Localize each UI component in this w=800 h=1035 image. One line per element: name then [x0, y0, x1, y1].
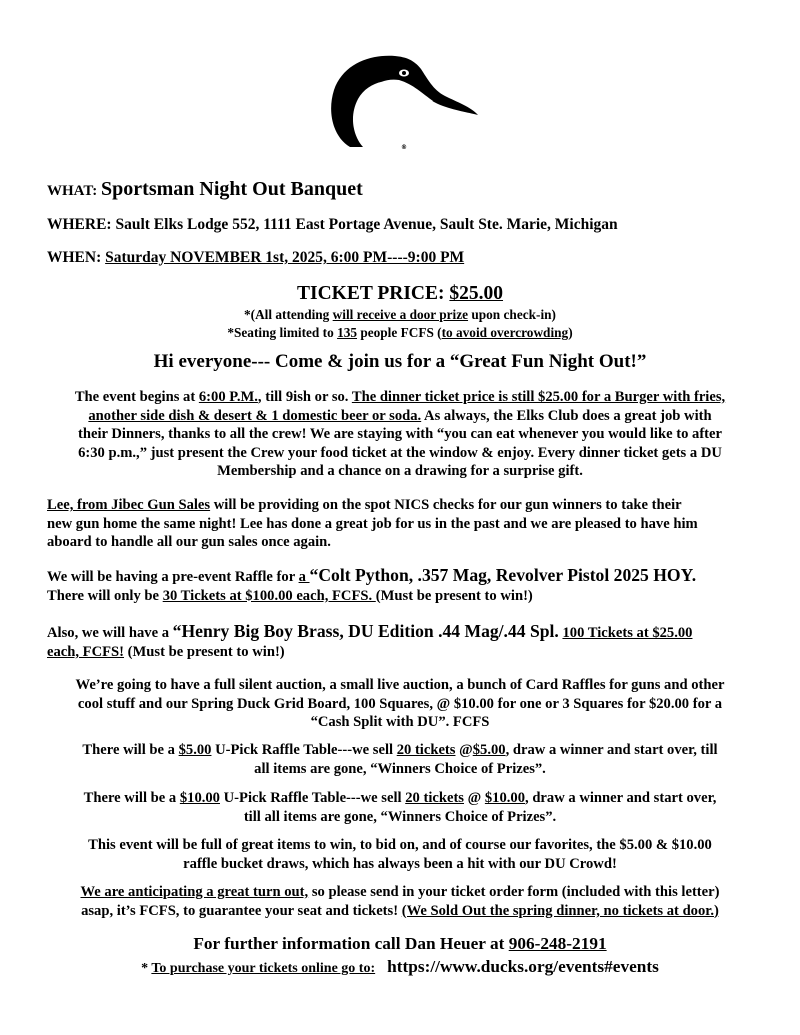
note-text: will receive a door prize — [332, 307, 469, 322]
paragraph-colt-raffle — [47, 566, 767, 605]
text: , till 9ish or so. — [257, 389, 352, 405]
text: 30 Tickets at $100.00 each, FCFS. — [162, 587, 376, 604]
text: Membership and a chance on a drawing for a surprise gift. — [217, 463, 583, 480]
text: raffle bucket draws, which has always been a hit with our DU Crowd! — [183, 855, 617, 872]
paragraph-event-details — [40, 388, 760, 481]
seating-note — [0, 325, 800, 341]
text: @ — [455, 742, 473, 758]
text: To purchase your tickets online go to: — [151, 961, 376, 976]
ticket-price-label: TICKET PRICE: — [296, 283, 445, 304]
text: all items are gone, “Winners Choice of Prizes”. — [254, 760, 546, 777]
note-text: to avoid overcrowding — [441, 325, 569, 340]
paragraph-gun-sales — [47, 496, 767, 552]
text: “Colt Python, .357 Mag, Revolver Pistol 2025 HOY. — [309, 565, 697, 585]
when-label: WHEN: — [47, 249, 102, 266]
text: $5.00 — [472, 742, 506, 758]
where-value: Sault Elks Lodge 552, 1111 East Portage Avenue, Sault Ste. Marie, Michigan — [115, 216, 618, 233]
text: (Must be present to win!) — [124, 643, 285, 660]
text: There will be a — [83, 790, 180, 806]
note-text: 135 — [337, 325, 358, 340]
door-prize-note — [0, 307, 800, 323]
text: (We Sold Out the spring dinner, no tickets at door.) — [401, 902, 719, 919]
text: We are anticipating a great turn out, — [80, 884, 309, 900]
text: As always, the Elks Club does a great job with — [421, 407, 712, 424]
svg-text:®: ® — [401, 144, 407, 150]
text: cool stuff and our Spring Duck Grid Board, 100 Squares, @ $10.00 for one or 3 Squares for $20.00 for a — [77, 695, 723, 712]
text: 20 tickets — [396, 742, 456, 758]
when-line — [47, 249, 464, 267]
text: , draw a winner and start over, — [525, 790, 717, 806]
text: asap, it’s FCFS, to guarantee your seat and tickets! — [81, 902, 402, 919]
note-text: upon check-in) — [468, 307, 556, 322]
text: will be providing on the spot NICS checks for our gun winners to take their — [210, 497, 682, 513]
text: 6:30 p.m.,” just present the Crew your food ticket at the window & enjoy. Every dinner ticket gets a DU — [78, 444, 722, 461]
text: aboard to handle all our gun sales once again. — [47, 534, 331, 551]
text: “Henry Big Boy Brass, DU Edition .44 Mag/.44 Spl. — [172, 621, 559, 641]
text: 20 tickets — [405, 790, 464, 806]
text: new gun home the same night! Lee has done a great job for us in the past and we are pleased to have him — [47, 515, 698, 532]
text: so please send in your ticket order form (included with this letter) — [308, 884, 720, 900]
where-label: WHERE: — [47, 216, 112, 233]
contact-line — [0, 934, 800, 954]
paragraph-5-dollar-raffle — [40, 741, 760, 778]
text: Lee, from Jibec Gun Sales — [47, 497, 211, 513]
note-text: people FCFS ( — [357, 325, 442, 340]
text: 100 Tickets at $25.00 — [562, 625, 693, 641]
text: $10.00 — [179, 790, 220, 806]
text: Also, we will have a — [47, 625, 173, 641]
note-text: ) — [568, 325, 573, 340]
text: We’re going to have a full silent auction, a small live auction, a bunch of Card Raffles for guns and other — [75, 677, 725, 693]
ticket-price-line — [0, 283, 800, 305]
text: U-Pick Raffle Table---we sell — [211, 742, 397, 758]
text: $10.00 — [484, 790, 526, 806]
paragraph-10-dollar-raffle — [40, 789, 760, 826]
where-line — [47, 216, 618, 234]
text: 6:00 P.M. — [198, 389, 258, 405]
text: For further information call Dan Heuer at — [193, 934, 509, 953]
ducks-unlimited-logo — [325, 52, 480, 150]
phone-number[interactable]: 906-248-2191 — [508, 934, 607, 953]
what-label: WHAT: — [47, 183, 98, 199]
greeting-heading: Hi everyone--- Come & join us for a “Great Fun Night Out!” — [153, 351, 647, 372]
event-title: Sportsman Night Out Banquet — [101, 178, 363, 200]
tickets-url-link[interactable]: https://www.ducks.org/events#events — [387, 957, 659, 976]
paragraph-henry-raffle — [47, 622, 767, 661]
text: another side dish & desert & 1 domestic beer or soda. — [88, 407, 422, 424]
text: “Cash Split with DU”. FCFS — [310, 714, 490, 731]
text: We will be having a pre-event Raffle for — [47, 569, 299, 585]
text: The event begins at — [74, 389, 199, 405]
text: @ — [464, 790, 485, 806]
what-line — [47, 178, 363, 201]
text: till all items are gone, “Winners Choice of Prizes”. — [243, 808, 557, 825]
text: There will only be — [47, 587, 163, 604]
text: This event will be full of great items to win, to bid on, and of course our favorites, the $5.00 & $10.00 — [88, 837, 712, 853]
text: , draw a winner and start over, till — [505, 742, 718, 758]
text: (Must be present to win!) — [375, 587, 533, 604]
text: * — [141, 961, 152, 976]
text: There will be a — [82, 742, 179, 758]
note-text: *(All attending — [244, 307, 333, 322]
text: their Dinners, thanks to all the crew! We are staying with “you can eat whenever you would like to after — [78, 426, 722, 443]
online-purchase-line — [0, 957, 800, 977]
paragraph-bucket-draws — [40, 836, 760, 873]
text: each, FCFS! — [47, 643, 125, 660]
text: a — [298, 569, 310, 585]
text: U-Pick Raffle Table---we sell — [219, 790, 406, 806]
paragraph-auctions — [40, 676, 760, 732]
ticket-price-value: $25.00 — [449, 283, 504, 304]
text: $5.00 — [178, 742, 212, 758]
paragraph-order-form — [40, 883, 760, 920]
when-value: Saturday NOVEMBER 1st, 2025, 6:00 PM----9:00 PM — [105, 249, 465, 266]
text: The dinner ticket price is still $25.00 for a Burger with fries, — [351, 389, 726, 405]
note-text: *Seating limited to — [227, 325, 338, 340]
